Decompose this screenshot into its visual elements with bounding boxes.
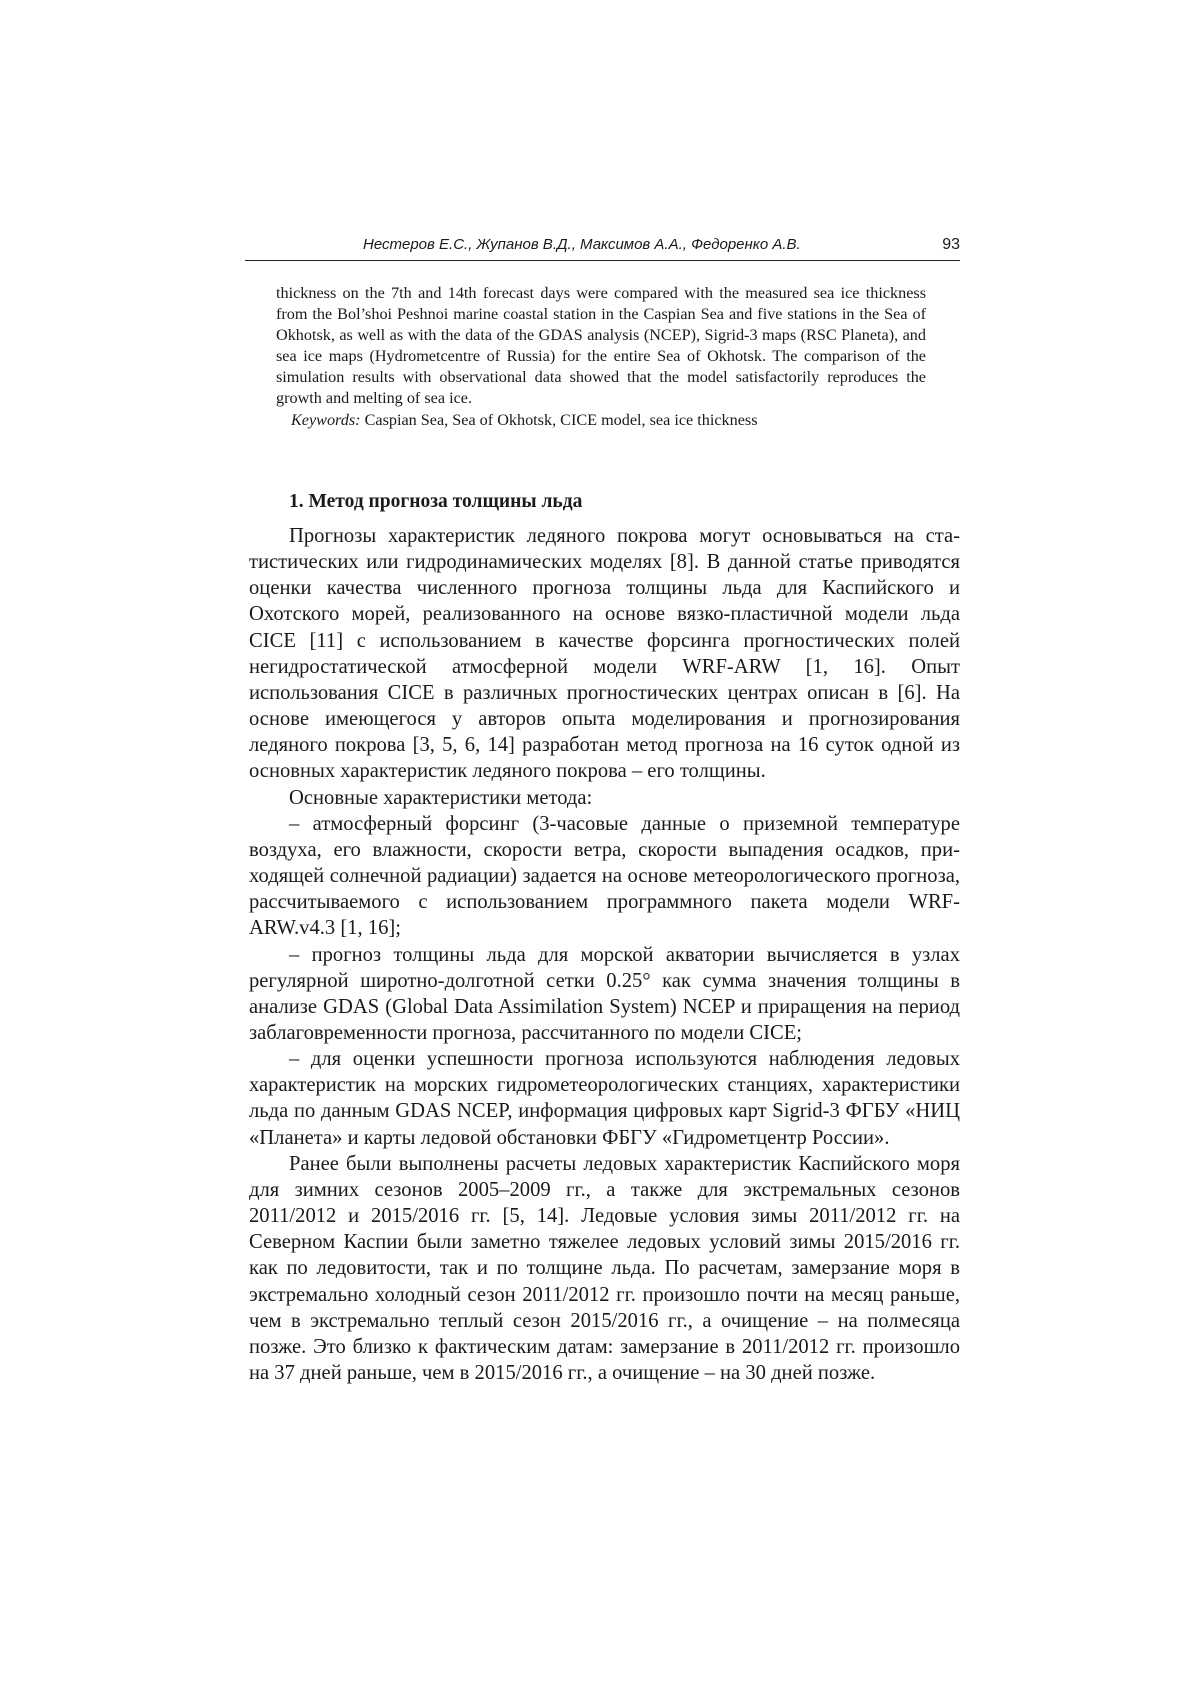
abstract — [276, 283, 926, 431]
running-header — [245, 236, 960, 261]
paragraph-method-heading: Основные характеристики метода: — [289, 786, 593, 809]
page-number: 93 — [942, 236, 960, 253]
keywords-line — [276, 410, 926, 431]
paragraph-forecast: – прогноз толщины льда для морской акватории вычисляется в узлах регулярной широтно-долготной сетки 0.25° как сумма значения толщины в анализе GDAS (Global Data Assimilation System) NCEP и приращения на период заблаговременности прогноза, рассчитанного по модели CICE; — [249, 943, 960, 1044]
keywords-list: Caspian Sea, Sea of Okhotsk, CICE model, sea ice thickness — [360, 410, 758, 429]
paragraph-intro: Прогнозы характеристик ледяного покрова могут основываться на статистических или гидродинамических моделях [8]. В данной статье приводятся оценки качества численного прогноза толщины льда для Каспийского и Охотского морей, реализованного на основе вязко-пластичной модели льда CICE [11] с использованием в качестве форсинга прогностических полей негидростатической атмосферной модели WRF-ARW [1, 16]. Опыт использования CICE в различных прогностических центрах описан в [6]. На основе имеющегося у авторов опыта моделирования и прогнозирования ледяного покрова [3, 5, 6, 14] разработан метод прогноза на 16 суток одной из основных характеристик ледяного покрова – его толщины. — [249, 525, 960, 783]
paragraph-previous-results: Ранее были выполнены расчеты ледовых характеристик Каспийского моря для зимних сезонов 2005–2009 гг., а также для экстремальных сезонов 2011/2012 и 2015/2016 гг. [5, 14]. Ледовые условия зимы 2011/2012 гг. на Северном Каспии были заметно тяжелее ледовых условий зимы 2015/2016 гг. как по ледовитости, так и по толщине льда. По расчетам, замерзание моря в экстремально холодный сезон 2011/2012 гг. произошло почти на месяц раньше, чем в экстремально теплый сезон 2015/2016 гг., а очищение – на полмесяца позже. Это близко к фактическим датам: замерзание в 2011/2012 гг. произошло на 37 дней раньше, чем в 2015/2016 гг., а очищение – на 30 дней позже. — [249, 1152, 960, 1384]
body-text — [249, 523, 960, 1386]
abstract-text: thickness on the 7th and 14th forecast days were compared with the measured sea ice thickness from the Bol’shoi Peshnoi marine coastal station in the Caspian Sea and five stations in the Sea of Okhotsk, as well as with the data of the GDAS analysis (NCEP), Sigrid-3 maps (RSC Planeta), and sea ice maps (Hydrometcentre of Russia) for the entire Sea of Okhotsk. The comparison of the simulation results with observational data showed that the model satisfactorily reproduces the growth and melting of sea ice. — [276, 284, 926, 408]
keywords-label: Keywords: — [291, 410, 361, 429]
page — [245, 0, 960, 1697]
header-authors: Нестеров Е.С., Жупанов В.Д., Максимов А.А., Федоренко А.В. — [363, 236, 801, 253]
paragraph-forcing: – атмосферный форсинг (3-часовые данные о приземной температуре воздуха, его влажности, скорости ветра, скорости выпадения осадков, приходящей солнечной радиации) задается на основе метеорологического прогноза, рассчитываемого с использованием программного пакета модели WRF-ARW.v4.3 [1, 16]; — [249, 812, 960, 940]
section-title: 1. Метод прогноза толщины льда — [289, 491, 583, 512]
paragraph-validation: – для оценки успешности прогноза используются наблюдения ледовых характеристик на морских гидрометеорологических станциях, характеристики льда по данным GDAS NCEP, информация цифровых карт Sigrid-3 ФГБУ «НИЦ «Планета» и карты ледовой обстановки ФБГУ «Гидрометцентр России». — [249, 1048, 960, 1149]
